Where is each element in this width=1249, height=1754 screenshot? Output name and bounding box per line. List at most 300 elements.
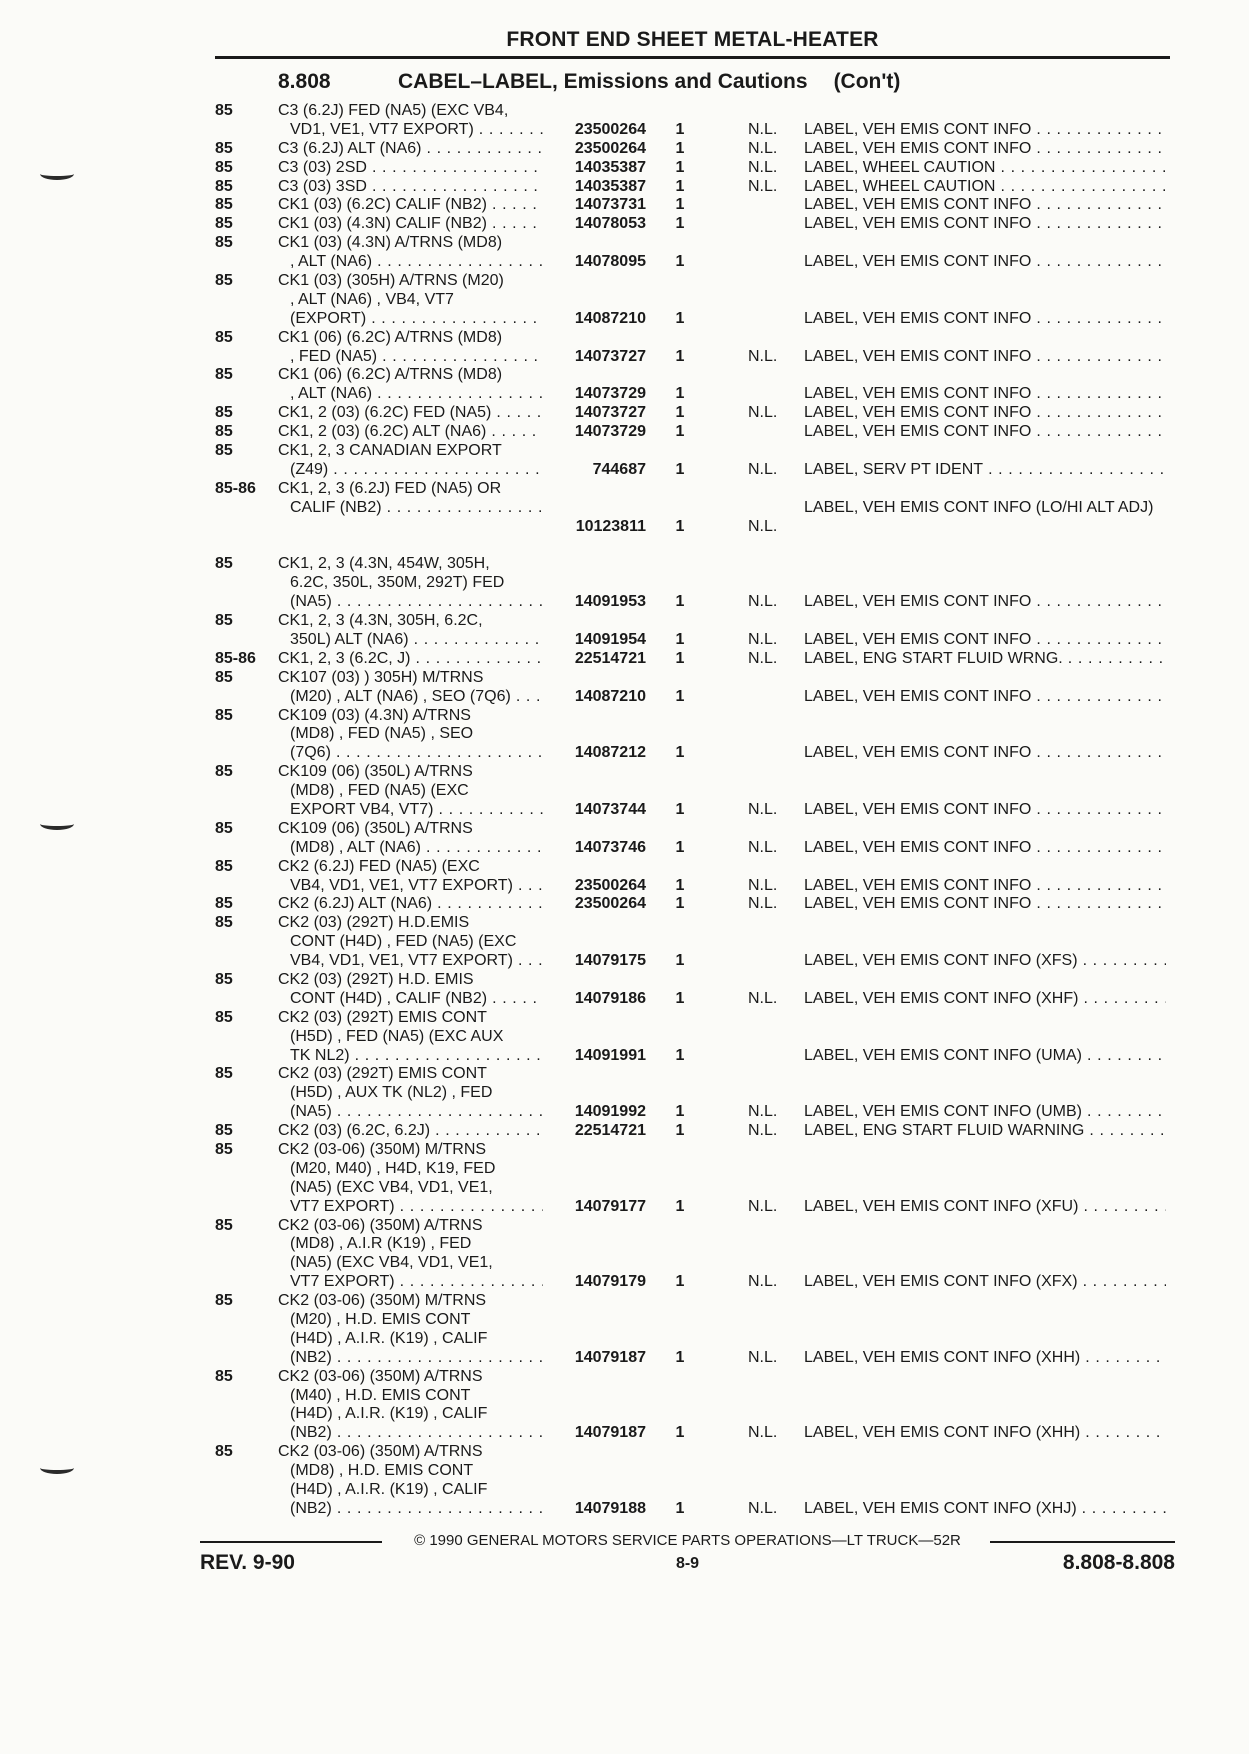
quantity: 1 [675,593,685,611]
description-line: CK1 (03) (4.3N) A/TRNS (MD8) [278,234,503,252]
table-row [0,480,1249,537]
table-row [0,820,1249,858]
part-description: LABEL, VEH EMIS CONT INFO (XFU) . . . [804,1198,1166,1217]
description-line: (H5D) , AUX TK (NL2) , FED [290,1084,493,1102]
quantity: 1 [675,1197,685,1215]
part-number: 23500264 [574,120,646,138]
description-line: CK1, 2, 3 CANADIAN EXPORT [278,442,502,460]
table-row [0,763,1249,820]
application-description [278,329,543,367]
not-listed-flag: N.L. [748,517,778,535]
part-number: 14087212 [574,744,646,762]
table-row [0,895,1249,914]
description-line: (MD8) , FED (NA5) (EXC [290,782,469,800]
part-number: 14079187 [574,1348,646,1366]
description-line: CK1, 2 (03) (6.2C) ALT (NA6) . . . [278,423,543,442]
not-listed-flag: N.L. [748,1122,778,1140]
description-line: C3 (6.2J) FED (NA5) (EXC VB4, [278,102,509,119]
model-year: 85 [215,1367,233,1385]
table-row [0,1122,1249,1141]
part-number: 14079188 [574,1499,646,1517]
description-line: CK1, 2, 3 (6.2C, J) . . . [278,650,543,669]
description-line: CK107 (03) ) 305H) M/TRNS [278,668,484,686]
quantity: 1 [675,952,685,970]
part-number: 10123811 [575,517,646,535]
footer-copyright-line [200,1532,1175,1549]
section-title: CABEL–LABEL, Emissions and Cautions [398,70,808,93]
description-line: CK2 (03-06) (350M) M/TRNS [278,1141,487,1158]
not-listed-flag: N.L. [748,630,778,648]
description-line: CK109 (06) (350L) A/TRNS [278,819,473,837]
part-description: LABEL, VEH EMIS CONT INFO . . . [804,215,1166,234]
part-number: 14035387 [574,158,646,176]
model-year: 85 [215,555,233,573]
part-description: LABEL, VEH EMIS CONT INFO . . . [804,310,1166,329]
quantity: 1 [675,460,685,478]
part-number: 14087210 [574,309,646,327]
quantity: 1 [675,1424,685,1442]
model-year: 85 [215,819,233,837]
part-number: 14079186 [574,989,646,1007]
application-description [278,820,543,858]
quantity: 1 [675,253,685,271]
application-description [278,669,543,707]
part-number: 14073744 [574,800,646,818]
application-description [278,1443,543,1519]
model-year: 85 [215,763,233,781]
description-line: CK1, 2, 3 (4.3N, 454W, 305H, [278,555,490,573]
description-line: (MD8) , FED (NA5) , SEO [290,725,474,743]
page-header [215,28,1170,59]
quantity: 1 [675,1122,685,1140]
part-number: 23500264 [574,876,646,894]
table-row [0,669,1249,707]
description-line: (M20) , ALT (NA6) , SEO (7Q6) . . . [278,688,543,707]
footer-row [200,1551,1175,1577]
part-number: 22514721 [574,1122,646,1140]
quantity: 1 [675,177,685,195]
part-number: 744687 [592,460,646,478]
revision-label: REV. 9-90 [200,1551,295,1574]
description-line: VB4, VD1, VE1, VT7 EXPORT) . . . [278,877,543,896]
part-number: 14087210 [574,687,646,705]
application-description [278,914,543,971]
quantity: 1 [675,1046,685,1064]
model-year: 85 [215,234,233,252]
description-line: CONT (H4D) , CALIF (NB2) . . . [278,990,543,1009]
description-line: CK2 (03-06) (350M) M/TRNS [278,1292,487,1310]
part-description: LABEL, VEH EMIS CONT INFO (XHH) . . . [804,1349,1166,1368]
description-line: CK1, 2 (03) (6.2C) FED (NA5) . . . [278,404,543,423]
description-line: C3 (03) 3SD . . . [278,178,543,197]
not-listed-flag: N.L. [748,1424,778,1442]
description-line: TK NL2) . . . [278,1047,543,1066]
part-number: 22514721 [574,649,646,667]
part-number: 14091954 [574,630,646,648]
not-listed-flag: N.L. [748,1499,778,1517]
application-description [278,442,543,480]
application-description [278,707,543,764]
table-row [0,178,1249,197]
quantity: 1 [675,876,685,894]
not-listed-flag: N.L. [748,139,778,157]
description-line: (NB2) . . . [278,1500,543,1519]
application-description [278,102,543,140]
section-range: 8.808-8.808 [1062,1551,1175,1574]
quantity: 1 [675,423,685,441]
description-line: VT7 EXPORT) . . . [278,1198,543,1217]
part-number: 14073746 [574,838,646,856]
application-description [278,366,543,404]
not-listed-flag: N.L. [748,158,778,176]
part-description: LABEL, VEH EMIS CONT INFO . . . [804,801,1166,820]
parts-list [0,102,1249,1519]
application-description [278,858,543,896]
part-description: LABEL, VEH EMIS CONT INFO . . . [804,895,1166,914]
model-year: 85 [215,1065,233,1083]
model-year: 85 [215,1292,233,1310]
model-year: 85 [215,177,233,195]
application-description [278,404,543,423]
description-line: CK2 (6.2J) FED (NA5) (EXC [278,857,480,875]
description-line: (M40) , H.D. EMIS CONT [290,1386,471,1404]
not-listed-flag: N.L. [748,1273,778,1291]
table-row [0,272,1249,329]
description-line: (MD8) , ALT (NA6) . . . [278,839,543,858]
part-description: LABEL, VEH EMIS CONT INFO . . . [804,593,1166,612]
description-line: CK2 (03) (6.2C, 6.2J) . . . [278,1122,543,1141]
table-row [0,1009,1249,1066]
application-description [278,215,543,234]
part-description: LABEL, SERV PT IDENT . . . [804,461,1166,480]
application-description [278,272,543,329]
part-description: LABEL, VEH EMIS CONT INFO (XHH) . . . [804,1424,1166,1443]
part-description: LABEL, VEH EMIS CONT INFO . . . [804,404,1166,423]
description-line: (H5D) , FED (NA5) (EXC AUX [290,1027,504,1045]
quantity: 1 [675,1348,685,1366]
application-description [278,423,543,442]
application-description [278,1122,543,1141]
table-row [0,1292,1249,1368]
footer-rule-right [990,1541,1175,1543]
table-row [0,215,1249,234]
not-listed-flag: N.L. [748,1103,778,1121]
description-line: (NA5) . . . [278,593,543,612]
description-line: CK2 (03) (292T) EMIS CONT [278,1008,487,1026]
part-description: LABEL, VEH EMIS CONT INFO (XFX) . . . [804,1273,1166,1292]
binder-hole-mark [40,1462,74,1474]
section-heading [278,70,900,94]
row-spacer [0,537,1249,556]
description-line: CK1 (06) (6.2C) A/TRNS (MD8) [278,366,503,384]
model-year: 85 [215,404,233,422]
table-row [0,196,1249,215]
part-number: 14079179 [574,1273,646,1291]
model-year: 85-86 [215,649,256,667]
application-description [278,895,543,914]
model-year: 85 [215,158,233,176]
model-year: 85 [215,668,233,686]
description-line: C3 (03) 2SD . . . [278,159,543,178]
quantity: 1 [675,347,685,365]
description-line: CK1 (03) (6.2C) CALIF (NB2) . . . [278,196,543,215]
description-line: (EXPORT) . . . [278,310,543,329]
application-description [278,196,543,215]
part-number: 14073729 [574,423,646,441]
part-description: LABEL, WHEEL CAUTION . . . [804,178,1166,197]
quantity: 1 [675,838,685,856]
description-line: (M20) , H.D. EMIS CONT [290,1311,471,1329]
description-line: VB4, VD1, VE1, VT7 EXPORT) . . . [278,952,543,971]
part-number: 14091992 [574,1103,646,1121]
part-number: 14078053 [574,215,646,233]
table-row [0,1368,1249,1444]
section-number: 8.808 [278,70,331,93]
page-title: FRONT END SHEET METAL-HEATER [506,28,879,51]
not-listed-flag: N.L. [748,838,778,856]
part-number: 14073727 [574,404,646,422]
table-row [0,404,1249,423]
quantity: 1 [675,196,685,214]
table-row [0,159,1249,178]
model-year: 85 [215,139,233,157]
binder-hole-mark [40,818,74,830]
part-number: 14073731 [574,196,646,214]
table-row [0,914,1249,971]
part-number: 14078095 [574,253,646,271]
part-number: 14073727 [574,347,646,365]
description-line: (NB2) . . . [278,1424,543,1443]
description-line: 6.2C, 350L, 350M, 292T) FED [290,574,505,592]
not-listed-flag: N.L. [748,347,778,365]
application-description [278,1292,543,1368]
description-line: , ALT (NA6) . . . [278,385,543,404]
quantity: 1 [675,1499,685,1517]
application-description [278,140,543,159]
part-description: LABEL, VEH EMIS CONT INFO . . . [804,121,1166,140]
application-description [278,1368,543,1444]
quantity: 1 [675,517,685,535]
model-year: 85 [215,895,233,913]
footer-rule-left [200,1541,382,1543]
part-description: LABEL, VEH EMIS CONT INFO (XHF) . . . [804,990,1166,1009]
model-year: 85 [215,857,233,875]
description-line: (NA5) (EXC VB4, VD1, VE1, [290,1254,493,1272]
part-description: LABEL, VEH EMIS CONT INFO . . . [804,196,1166,215]
part-description: LABEL, VEH EMIS CONT INFO . . . [804,631,1166,650]
not-listed-flag: N.L. [748,895,778,913]
description-line: CK1 (03) (305H) A/TRNS (M20) [278,272,504,290]
description-line: CONT (H4D) , FED (NA5) (EXC [290,933,517,951]
application-description [278,763,543,820]
table-row [0,442,1249,480]
table-row [0,329,1249,367]
description-line: VD1, VE1, VT7 EXPORT) . . . [278,121,543,140]
description-line: (M20, M40) , H4D, K19, FED [290,1159,496,1177]
part-description: LABEL, VEH EMIS CONT INFO (XFS) . . . [804,952,1166,971]
page-footer [200,1532,1175,1577]
quantity: 1 [675,158,685,176]
table-row [0,1141,1249,1217]
description-line: CK1 (06) (6.2C) A/TRNS (MD8) [278,328,503,346]
model-year: 85 [215,970,233,988]
table-row [0,555,1249,612]
model-year: 85 [215,272,233,290]
application-description [278,650,543,669]
model-year: 85 [215,706,233,724]
quantity: 1 [675,120,685,138]
description-line: CK109 (03) (4.3N) A/TRNS [278,706,471,724]
model-year: 85 [215,196,233,214]
application-description [278,178,543,197]
not-listed-flag: N.L. [748,177,778,195]
description-line: , ALT (NA6) . . . [278,253,543,272]
not-listed-flag: N.L. [748,876,778,894]
model-year: 85 [215,215,233,233]
header-rule [215,56,1170,59]
model-year: 85 [215,442,233,460]
quantity: 1 [675,989,685,1007]
table-row [0,650,1249,669]
description-line: 350L) ALT (NA6) . . . [278,631,543,650]
model-year: 85 [215,1216,233,1234]
application-description [278,159,543,178]
part-description: LABEL, ENG START FLUID WARNING . . . [804,1122,1166,1141]
description-line: CK2 (03-06) (350M) A/TRNS [278,1367,483,1385]
quantity: 1 [675,309,685,327]
part-description: LABEL, VEH EMIS CONT INFO . . . [804,385,1166,404]
description-line: , ALT (NA6) , VB4, VT7 [290,290,454,308]
part-description: LABEL, VEH EMIS CONT INFO . . . [804,140,1166,159]
quantity: 1 [675,630,685,648]
quantity: 1 [675,385,685,403]
table-row [0,971,1249,1009]
table-row [0,423,1249,442]
table-row [0,140,1249,159]
part-number: 23500264 [574,895,646,913]
description-line: (MD8) , A.I.R (K19) , FED [290,1235,472,1253]
description-line: (NA5) . . . [278,1103,543,1122]
not-listed-flag: N.L. [748,593,778,611]
quantity: 1 [675,215,685,233]
table-row [0,612,1249,650]
description-line: (H4D) , A.I.R. (K19) , CALIF [290,1405,488,1423]
part-description: LABEL, VEH EMIS CONT INFO . . . [804,348,1166,367]
description-line: (H4D) , A.I.R. (K19) , CALIF [290,1481,488,1499]
description-line: CK1, 2, 3 (4.3N, 305H, 6.2C, [278,612,483,630]
description-line: , FED (NA5) . . . [278,348,543,367]
part-number: 14091991 [574,1046,646,1064]
description-line: CK1, 2, 3 (6.2J) FED (NA5) OR [278,479,502,497]
part-description: LABEL, WHEEL CAUTION . . . [804,159,1166,178]
binder-hole-mark [40,168,74,180]
part-number: 14079177 [574,1197,646,1215]
model-year: 85 [215,1443,233,1461]
not-listed-flag: N.L. [748,404,778,422]
part-number: 23500264 [574,139,646,157]
footer-copyright: © 1990 GENERAL MOTORS SERVICE PARTS OPERATIONS—LT TRUCK—52R [414,1532,961,1549]
description-line: C3 (6.2J) ALT (NA6) . . . [278,140,543,159]
quantity: 1 [675,744,685,762]
description-line: VT7 EXPORT) . . . [278,1273,543,1292]
application-description [278,1009,543,1066]
description-line: (7Q6) . . . [278,744,543,763]
part-description: LABEL, VEH EMIS CONT INFO . . . [804,839,1166,858]
table-row [0,234,1249,272]
description-line: (NA5) (EXC VB4, VD1, VE1, [290,1178,493,1196]
part-number: 14073729 [574,385,646,403]
not-listed-flag: N.L. [748,989,778,1007]
table-row [0,366,1249,404]
table-row [0,102,1249,140]
part-description: LABEL, VEH EMIS CONT INFO (XHJ) . . . [804,1500,1166,1519]
part-number: 14079175 [574,952,646,970]
description-line: (MD8) , H.D. EMIS CONT [290,1462,474,1480]
table-row [0,1217,1249,1293]
description-line: CK2 (03) (292T) H.D. EMIS [278,970,474,988]
part-description: LABEL, VEH EMIS CONT INFO . . . [804,253,1166,272]
model-year: 85 [215,1122,233,1140]
not-listed-flag: N.L. [748,460,778,478]
not-listed-flag: N.L. [748,649,778,667]
description-line: CK2 (03-06) (350M) A/TRNS [278,1216,483,1234]
quantity: 1 [675,139,685,157]
model-year: 85 [215,366,233,384]
model-year: 85 [215,612,233,630]
part-number: 14091953 [574,593,646,611]
application-description [278,1141,543,1217]
part-description: LABEL, ENG START FLUID WRNG. . . . [804,650,1166,669]
part-description: LABEL, VEH EMIS CONT INFO . . . [804,423,1166,442]
table-row [0,1065,1249,1122]
description-line: CK2 (03-06) (350M) A/TRNS [278,1443,483,1461]
part-description: LABEL, VEH EMIS CONT INFO (UMB) . . . [804,1103,1166,1122]
quantity: 1 [675,800,685,818]
table-row [0,1443,1249,1519]
model-year: 85-86 [215,479,256,497]
table-row [0,858,1249,896]
model-year: 85 [215,328,233,346]
part-number: 14079187 [574,1424,646,1442]
part-description: LABEL, VEH EMIS CONT INFO (UMA) . . . [804,1047,1166,1066]
description-line: CK1 (03) (4.3N) CALIF (NB2) . . . [278,215,543,234]
part-description: LABEL, VEH EMIS CONT INFO . . . [804,688,1166,707]
not-listed-flag: N.L. [748,1348,778,1366]
application-description [278,1217,543,1293]
model-year: 85 [215,1141,233,1158]
description-line: CK2 (03) (292T) H.D.EMIS [278,914,470,932]
quantity: 1 [675,404,685,422]
part-description: LABEL, VEH EMIS CONT INFO . . . [804,877,1166,896]
application-description [278,555,543,612]
application-description [278,234,543,272]
quantity: 1 [675,1103,685,1121]
description-line: (NB2) . . . [278,1349,543,1368]
description-line: (H4D) , A.I.R. (K19) , CALIF [290,1329,488,1347]
part-number: 14035387 [574,177,646,195]
description-line: CK109 (06) (350L) A/TRNS [278,763,473,781]
table-row [0,707,1249,764]
description-line: EXPORT VB4, VT7) . . . [278,801,543,820]
application-description [278,480,543,518]
not-listed-flag: N.L. [748,1197,778,1215]
description-line: (Z49) . . . [278,461,543,480]
application-description [278,612,543,650]
page-number: 8-9 [675,1555,700,1572]
quantity: 1 [675,649,685,667]
model-year: 85 [215,1008,233,1026]
not-listed-flag: N.L. [748,120,778,138]
